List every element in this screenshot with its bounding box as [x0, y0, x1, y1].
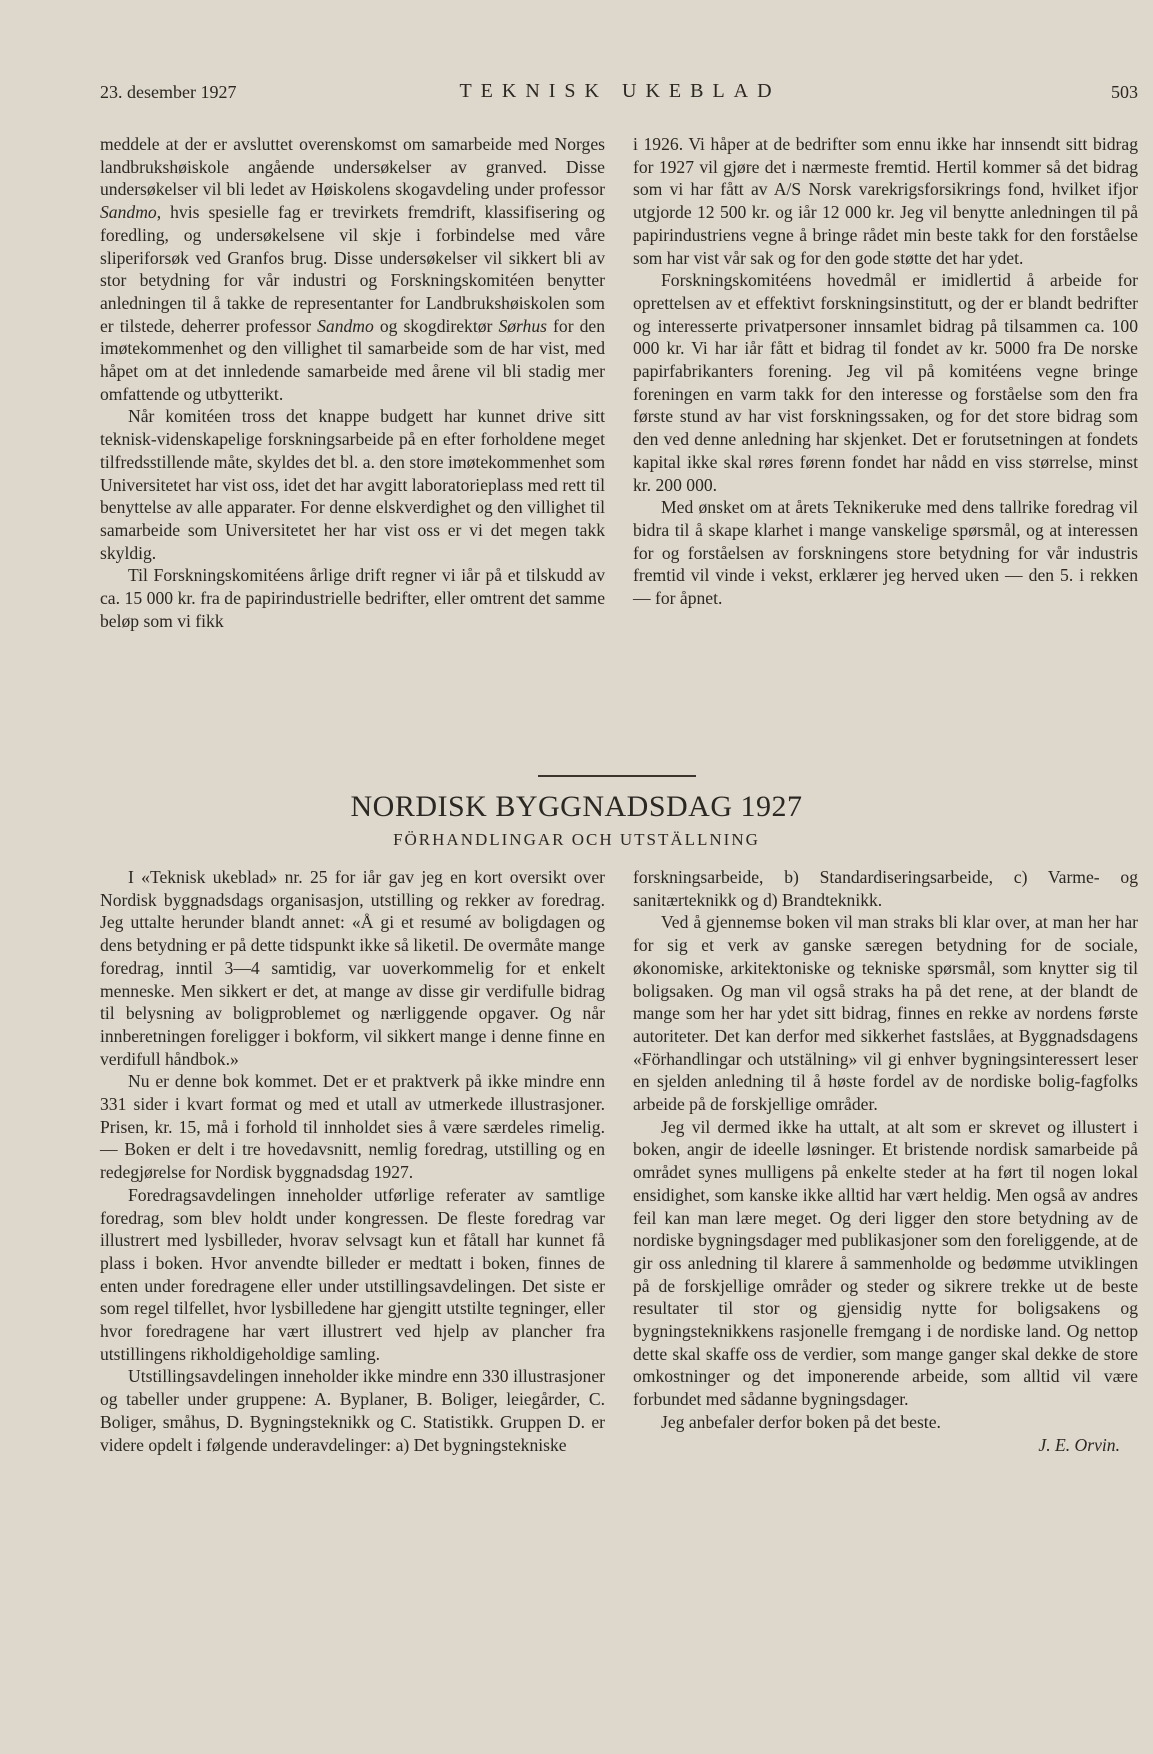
person-name: Sandmo: [317, 315, 374, 336]
paragraph: Jeg vil dermed ikke ha uttalt, at alt som er skrevet og illustert i boken, angir de ideelle løsninger. Et bristende nordisk samarbeide på området synes mulligens på enkelte steder at ha ført til nogen lokal ensidighet, som kanske ikke alltid har vært heldig. Men også av andres feil kan man lære meget. Og deri ligger den store betydning av de nordiske bygningsdager med publikasjoner som den foreliggende, at de gir oss anledning til klarere å sammenholde og bedømme utviklingen på de forskjellige områder og steder og sikrere trekke ut de beste resultater til stor og gjensidig nytte for boligsakens og bygningsteknikkens rasjonelle fremgang i de nordiske land. Og nettop dette skal skaffe oss de verdier, som mange ganger skal dekke de store omkostninger og det imponerende arbeide, som alltid vil være forbundet med sådanne bygningsdager.: [633, 1116, 1138, 1410]
paragraph: Til Forskningskomitéens årlige drift regner vi iår på et tilskudd av ca. 15 000 kr. fra de papirindustrielle bedrifter, eller omtrent det samme beløp som vi fikk: [100, 565, 605, 631]
text-run: for den imøtekommenhet og den villighet til samarbeide som de har vist, med håpet om at det innledende samarbeide med årene vil bli stadig mer omfattende og utbytterikt.: [100, 315, 606, 404]
author-signature: J. E. Orvin.: [1038, 1434, 1120, 1455]
paragraph: Når komitéen tross det knappe budgett har kunnet drive sitt teknisk-videnskapelige forskningsarbeide på en efter forholdene meget tilfredsstillende måte, skyldes det bl. a. den store imøtekommenhet som Universitetet har vist oss, idet det har avgitt laboratorieplass med rett til benyttelse av alle apparater. For denne elskverdighet og den villighet til samarbeide som Universitetet her har vist oss er vi det megen takk skyldig.: [100, 406, 605, 563]
section-divider: [538, 775, 696, 777]
paragraph: Med ønsket om at årets Teknikeruke med dens tallrike foredrag vil bidra til å skape klarhet i mange vanskelige spørsmål, og at interessen for og forståelsen av forskningens store betydning for vår industris fremtid vil vinde i vekst, erklærer jeg herved uken — den 5. i rekken — for åpnet.: [633, 497, 1138, 609]
text-run: , hvis spesielle fag er trevirkets fremdrift, klassifisering og foredling, og undersøkelsene vil skje i forbindelse med våre sliperiforsøk ved Granfos brug. Disse undersøkelser vil sikkert bli av stor betydning for vår industri og Forskningskomitéen benytter anledningen til å takke de representanter for Landbrukshøiskolen som er tilstede, deherrer professor: [100, 202, 605, 336]
paragraph: Utstillingsavdelingen inneholder ikke mindre enn 330 illustrasjoner og tabeller under gruppene: A. Byplaner, B. Boliger, leiegårder, C. Boliger, småhus, D. Bygningsteknikk og C. Statistikk. Gruppen D. er videre opdelt i følgende underavdelinger: a) Det bygningstekniske: [100, 1366, 605, 1455]
paragraph: [100, 133, 605, 405]
paragraph: Foredragsavdelingen inneholder utførlige referater av samtlige foredrag, som blev holdt under kongressen. De fleste foredrag var illustrert med lysbilleder, hvorav selvsagt kun et fåtall har kunnet få plass i boken. Hvor anvendte billeder er medtatt i boken, finnes de enten under foredragene eller under utstillingsavdelingen. Det siste er som regel tilfellet, hvor lysbilledene har gjengitt utstilte tegninger, eller hvor foredragene har vært illustrert ved hjelp av plancher fra utstillingens rikholdigeholdige samling.: [100, 1184, 605, 1364]
paragraph: Forskningskomitéens hovedmål er imidlertid å arbeide for oprettelsen av et effektivt forskningsinstitutt, og der er blandt bedrifter og interesserte privatpersoner innsamlet bidrag på tilsammen ca. 100 000 kr. Vi har iår fått et bidrag til fondet av kr. 5000 fra De norske papirfabrikanters forening. Jeg vil på komitéens vegne bringe foreningen en varm takk for den interesse og forståelse som den fra første stund av har vist forskningssaken, og for det store bidrag som den ved denne anledning har skjenket. Det er forutsetningen at fondets kapital ikke skal røres førenn fondet har nådd en viss størrelse, minst kr. 200 000.: [633, 270, 1138, 495]
article-subtitle: FÖRHANDLINGAR OCH UTSTÄLLNING: [393, 830, 760, 849]
person-name: Sørhus: [498, 315, 548, 336]
text-run: meddele at der er avsluttet overenskomst om samarbeide med Norges landbrukshøiskole angående undersøkelser av granved. Disse undersøkelser vil bli ledet av Høiskolens skogavdeling under professor: [100, 134, 605, 200]
issue-date: 23. desember 1927: [100, 82, 237, 102]
text-run: og skogdirektør: [373, 315, 499, 336]
person-name: Sandmo: [100, 202, 157, 223]
paragraph: I «Teknisk ukeblad» nr. 25 for iår gav jeg en kort oversikt over Nordisk byggnadsdags organisasjon, utstilling og rekker av foredrag. Jeg uttalte herunder blandt annet: «Å gi et resumé av boligdagen og dens betydning er på dette tidspunkt ikke så liketil. De overmåte mange foredrag, inntil 3—4 samtidig, var uoverkommelig for et enkelt menneske. Men sikkert er det, at mange av disse gir verdifulle bidrag til belysning av boligproblemet og nærliggende opgaver. Og når innberetningen foreligger i bokform, vil sikkert mange i denne finne en verdifull håndbok.»: [100, 867, 605, 1069]
paragraph: forskningsarbeide, b) Standardiseringsarbeide, c) Varme- og sanitærteknikk og d) Brandteknikk.: [633, 867, 1138, 910]
paragraph: i 1926. Vi håper at de bedrifter som ennu ikke har innsendt sitt bidrag for 1927 vil gjøre det i nærmeste fremtid. Hertil kommer så det bidrag som vi har fått av A/S Norsk varekrigsforsikrings fond, hvilket ifjor utgjorde 12 500 kr. og iår 12 000 kr. Jeg vil benytte anledningen til på papirindustriens vegne å bringe rådet min beste takk for den forståelse som har vist vår sak og for den gode støtte det har ydet.: [633, 134, 1138, 268]
paragraph: Ved å gjennemse boken vil man straks bli klar over, at man her har for sig et verk av ganske særegen betydning for de sociale, økonomiske, arkitektoniske og tekniske spørsmål, som knytter sig til boligsaken. Og man vil også straks ha på det rene, at der blandt de mange som her har ydet sitt bidrag, finnes en rekke av nordens første autoriteter. Det kan derfor med sikkerhet fastslåes, at Byggnadsdagens «Förhandlingar och utstälning» vil gi enhver bygningsinteressert leser en sjelden anledning til å høste fordel av de nordiske bolig-fagfolks arbeide på de forskjellige områder.: [633, 912, 1138, 1115]
masthead: TEKNISK UKEBLAD: [459, 80, 781, 102]
page-header: [100, 82, 1140, 112]
paragraph: Nu er denne bok kommet. Det er et praktverk på ikke mindre enn 331 sider i kvart format og med et utall av utmerkede illustrasjoner. Prisen, kr. 15, må i forhold til innholdet sies å være særdeles rimelig. — Boken er delt i tre hovedavsnitt, nemlig foredrag, utstilling og en redegjørelse for Nordisk byggnadsdag 1927.: [100, 1071, 605, 1183]
article-right-column: [633, 866, 1138, 1456]
section1-right-column: [633, 133, 1138, 610]
paragraph: Jeg anbefaler derfor boken på det beste.: [661, 1411, 941, 1432]
article-left-column: [100, 866, 605, 1456]
page-number: 503: [1111, 82, 1138, 102]
section1-left-column: [100, 133, 605, 632]
article-title: NORDISK BYGGNADSDAG 1927: [350, 790, 803, 823]
